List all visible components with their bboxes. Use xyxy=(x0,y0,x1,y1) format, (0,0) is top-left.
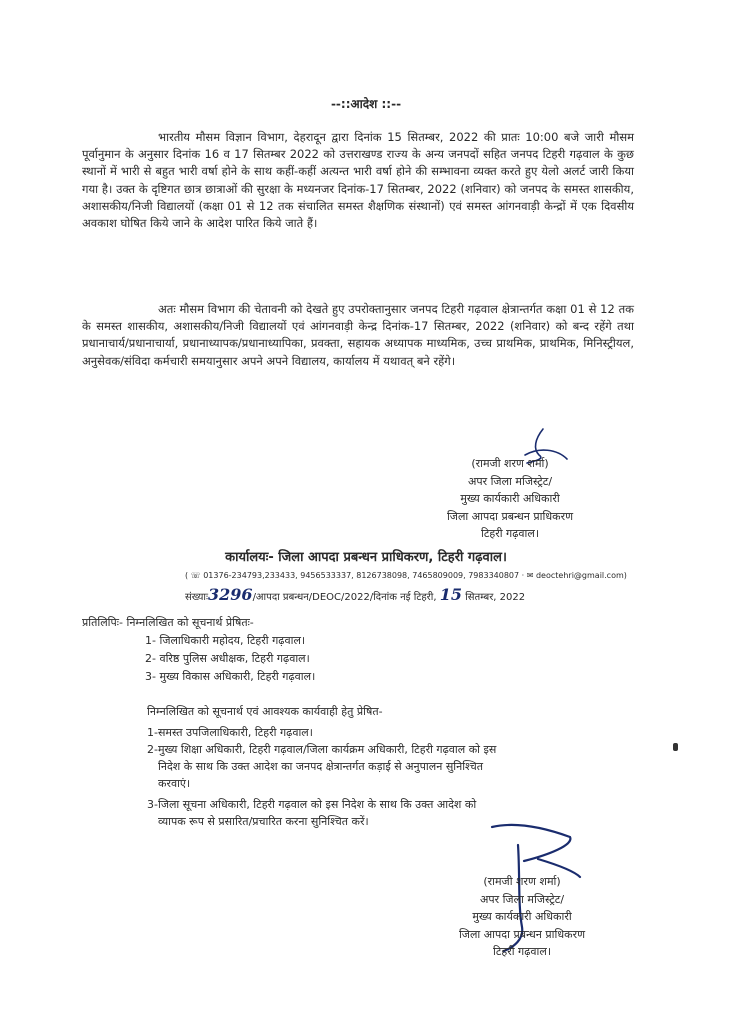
signatory-name: (रामजी शरण शर्मा) xyxy=(471,457,549,470)
signatory-designation-3: जिला आपदा प्रबन्धन प्राधिकरण xyxy=(458,927,586,941)
copy-section-2 xyxy=(147,703,617,830)
office-heading: कार्यालयः- जिला आपदा प्रबन्धन प्राधिकरण, टिहरी गढ़वाल। xyxy=(225,550,507,565)
ref-day-handwritten: 15 xyxy=(439,585,462,604)
copy2-item-2-line-3: करवाएं। xyxy=(158,777,191,790)
signatory-designation-2: मुख्य कार्यकारी अधिकारी xyxy=(460,492,560,505)
ref-number-handwritten: 3296 xyxy=(208,585,253,604)
order-paragraph-2: अतः मौसम विभाग की चेतावनी को देखते हुए उपरोक्तानुसार जनपद टिहरी गढ़वाल क्षेत्रान्तर्गत कक्षा 01 से 12 तक के समस्त शासकीय, अशासकीय/निजी विद्यालयों एवं आंगनवाड़ी केन्द्र दिनांक-17 सितम्बर, 2022 (शनिवार) को बन्द रहेंगे तथा प्रधानाचार्य/प्रधानाचार्या, प्रधानाध्यापक/प्रधानाध्यापिका, प्रवक्ता, सहायक अध्यापक माध्यमिक, उच्च प्राथमिक, प्राथमिक, मिनिस्ट्रीयल, अनुसेवक/संविदा कर्मचारी समयानुसार अपने अपने विद्यालय, कार्यालय में यथावत् बने रहेंगे। xyxy=(82,302,634,368)
signatory-name: (रामजी शरण शर्मा) xyxy=(483,875,561,888)
order-paragraph-1: भारतीय मौसम विज्ञान विभाग, देहरादून द्वारा दिनांक 15 सितम्बर, 2022 की प्रातः 10:00 बजे जारी मौसम पूर्वानुमान के अनुसार दिनांक 16 व 17 सितम्बर 2022 को उत्तराखण्ड राज्य के अन्य जनपदों सहित जनपद टिहरी गढ़वाल के कुछ स्थानों में भारी से बहुत भारी वर्षा होने के साथ कहीं-कहीं अत्यन्त भारी वर्षा होने की सम्भावना व्यक्त करते हुए येलो अलर्ट जारी किया गया है। उक्त के दृष्टिगत छात्र छात्राओं की सुरक्षा के मध्यनजर दिनांक-17 सितम्बर, 2022 (शनिवार) को जनपद के समस्त शासकीय, अशासकीय/निजी विद्यालयों (कक्षा 01 से 12 तक संचालित समस्त शैक्षणिक संस्थानों) एवं समस्त आंगनवाड़ी केन्द्रों में एक दिवसीय अवकाश घोषित किये जाने के आदेश पारित किये जाते हैं। xyxy=(82,130,634,231)
signatory-designation-1: अपर जिला मजिस्ट्रेट/ xyxy=(467,474,553,488)
signatory-designation-1: अपर जिला मजिस्ट्रेट/ xyxy=(479,892,565,906)
ref-prefix: संख्याः xyxy=(185,592,209,603)
scan-speck xyxy=(673,743,678,751)
signatory-designation-4: टिहरी गढ़वाल। xyxy=(492,945,552,958)
signature-block-1 xyxy=(400,455,620,543)
copy2-item-3-line-1: 3-जिला सूचना अधिकारी, टिहरी गढ़वाल को इस निदेश के साथ कि उक्त आदेश को xyxy=(147,798,477,811)
office-contact-line: ( ☏ 01376-234793,233433, 9456533337, 8126738098, 7465809009, 7983340807 · ✉ deoctehri@gmail.com) xyxy=(185,571,627,580)
signatory-designation-3: जिला आपदा प्रबन्धन प्राधिकरण xyxy=(446,509,574,523)
copy-list-item: 2- वरिष्ठ पुलिस अधीक्षक, टिहरी गढ़वाल। xyxy=(145,652,310,665)
ref-suffix: सितम्बर, 2022 xyxy=(465,592,526,603)
copy-list-item: 1- जिलाधिकारी महोदय, टिहरी गढ़वाल। xyxy=(145,634,306,647)
copy-list-1 xyxy=(82,632,642,686)
copy-heading-1: प्रतिलिपिः- निम्नलिखित को सूचनार्थ प्रेषितः- xyxy=(82,616,254,629)
copy2-item-1: 1-समस्त उपजिलाधिकारी, टिहरी गढ़वाल। xyxy=(147,726,313,739)
copy-heading-2: निम्नलिखित को सूचनार्थ एवं आवश्यक कार्यवाही हेतु प्रेषित- xyxy=(147,705,383,718)
copy-section-1 xyxy=(82,614,642,686)
order-title: --::आदेश ::-- xyxy=(330,97,402,111)
copy2-item-2-line-1: 2-मुख्य शिक्षा अधिकारी, टिहरी गढ़वाल/जिला कार्यक्रम अधिकारी, टिहरी गढ़वाल को इस xyxy=(147,743,497,756)
copy2-item-2-line-2: निदेश के साथ कि उक्त आदेश का जनपद क्षेत्रान्तर्गत कड़ाई से अनुपालन सुनिश्चित xyxy=(158,760,483,773)
reference-number-line xyxy=(185,585,525,604)
ref-middle: /आपदा प्रबन्धन/DEOC/2022/दिनांक नई टिहरी, xyxy=(252,592,437,603)
copy-list-item: 3- मुख्य विकास अधिकारी, टिहरी गढ़वाल। xyxy=(145,670,316,683)
signatory-designation-4: टिहरी गढ़वाल। xyxy=(480,527,540,540)
signatory-designation-2: मुख्य कार्यकारी अधिकारी xyxy=(472,910,572,923)
signature-block-2 xyxy=(412,873,632,961)
copy2-item-3-line-2: व्यापक रूप से प्रसारित/प्रचारित करना सुनिश्चित करें। xyxy=(158,815,369,828)
